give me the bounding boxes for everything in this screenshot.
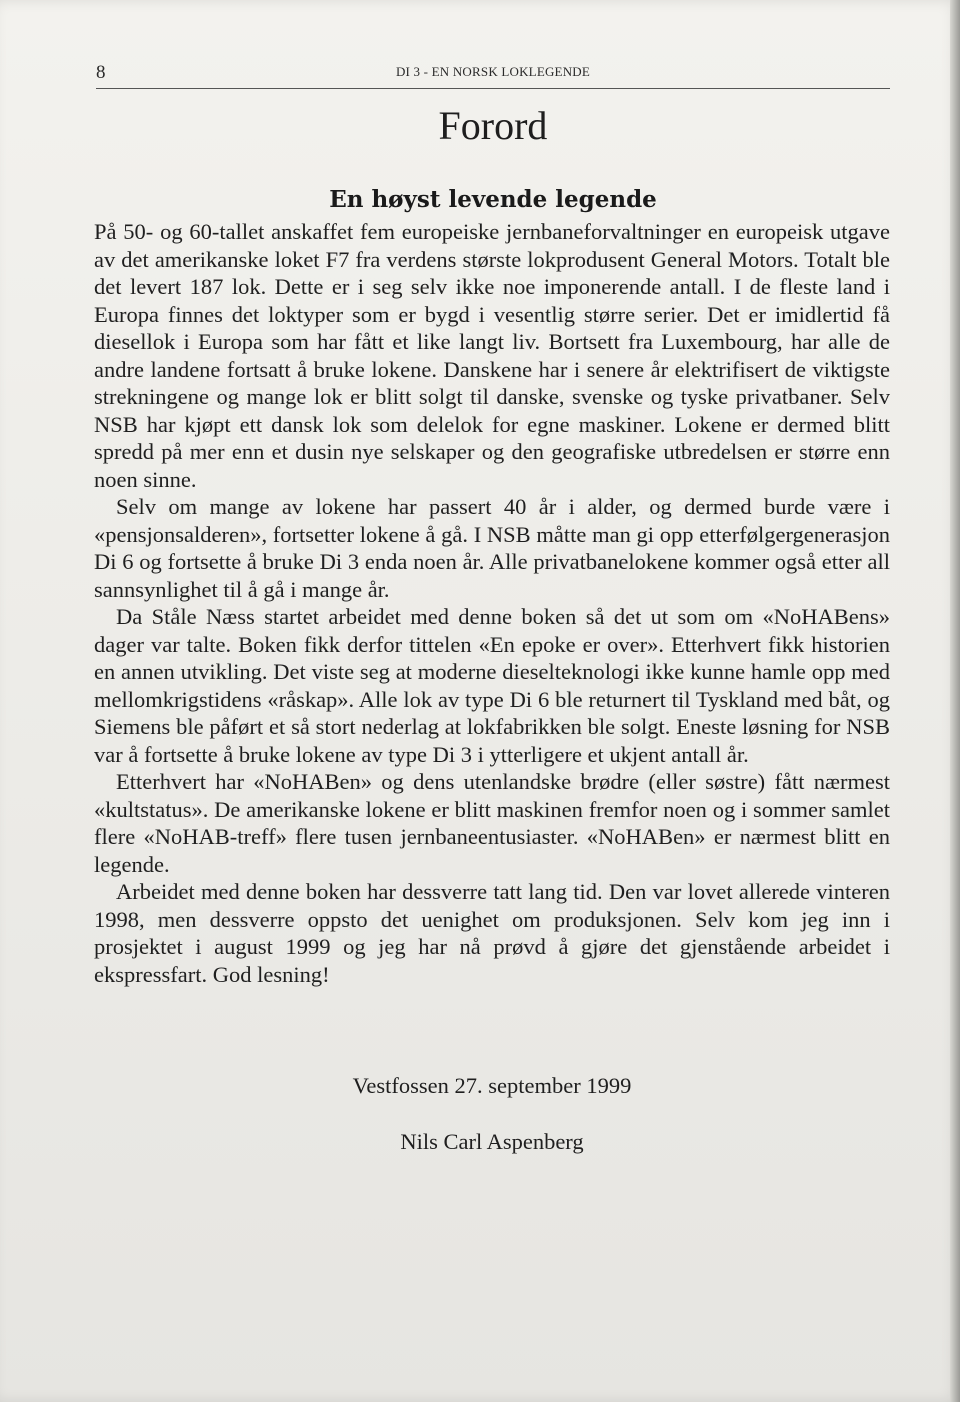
body-text xyxy=(94,218,890,988)
running-head: DI 3 - EN NORSK LOKLEGENDE xyxy=(395,64,591,79)
paragraph: Selv om mange av lokene har passert 40 år i alder, og dermed burde være i «pensjonsalderen», fortsetter lokene å gå. I NSB måtte man gi opp etterfølgergenerasjon Di 6 og fortsette å bruke Di 3 enda noen år. Alle privatbanelokene kommer også etter all sannsynlighet til å gå i mange år. xyxy=(94,494,890,602)
author-signature: Nils Carl Aspenberg xyxy=(400,1129,584,1154)
paragraph: Da Ståle Næss startet arbeidet med denne boken så det ut som om «NoHABens» dager var talte. Boken fikk derfor tittelen «En epoke er over». Etterhvert fikk historien en annen utvikling. Det viste seg at moderne dieselteknologi ikke kunne hamle opp med mellomkrigstidens «råskap». Alle lok av type Di 6 ble returnert til Tyskland med båt, og Siemens ble påført et så stort nederlag at lokfabrikken ble solgt. Eneste løsning for NSB var å fortsette å bruke lokene av type Di 3 i ytterligere et ukjent antall år. xyxy=(94,604,890,767)
paragraph: Arbeidet med denne boken har dessverre tatt lang tid. Den var lovet allerede vinteren 1998, men dessverre oppsto det uenighet om produksjonen. Selv kom jeg inn i prosjektet i august 1999 og jeg har nå prøvd å gjøre det gjenstående arbeidet i ekspressfart. God lesning! xyxy=(94,879,890,987)
paragraph: Etterhvert har «NoHABen» og dens utenlandske brødre (eller søstre) fått nærmest «kultstatus». De amerikanske lokene er blitt maskinen fremfor noen og i sommer samlet flere «NoHAB-treff» flere tusen jernbaneentusiaster. «NoHABen» er nærmest blitt en legende. xyxy=(94,769,890,877)
paragraph: På 50- og 60-tallet anskaffet fem europeiske jernbaneforvaltninger en europeisk utgave av det amerikanske loket F7 fra verdens største lokprodusent General Motors. Totalt ble det levert 187 lok. Dette er i seg selv ikke noe imponerende antall. I de fleste land i Europa finnes det loktyper som er bygd i vesentlig større serier. Det er imidlertid få diesellok i Europa som har fått et like langt liv. Bortsett fra Luxembourg, har alle de andre landene fortsatt å bruke lokene. Danskene har i senere år elektrifisert de viktigste strekningene og mange lok er blitt solgt til danske, svenske og tyske privatbaner. Selv NSB har kjøpt ett dansk lok som delelok for egne maskiner. Lokene er dermed blitt spredd på mer enn et dusin nye selskaper og den geografiske utbredelsen er større enn noen sinne. xyxy=(94,219,890,492)
section-subtitle: En høyst levende legende xyxy=(329,186,657,213)
page-title: Forord xyxy=(438,103,548,148)
place-and-date: Vestfossen 27. september 1999 xyxy=(352,1073,632,1098)
book-spine-shadow xyxy=(950,0,960,1402)
page-number: 8 xyxy=(96,62,106,83)
page-header xyxy=(96,58,890,89)
